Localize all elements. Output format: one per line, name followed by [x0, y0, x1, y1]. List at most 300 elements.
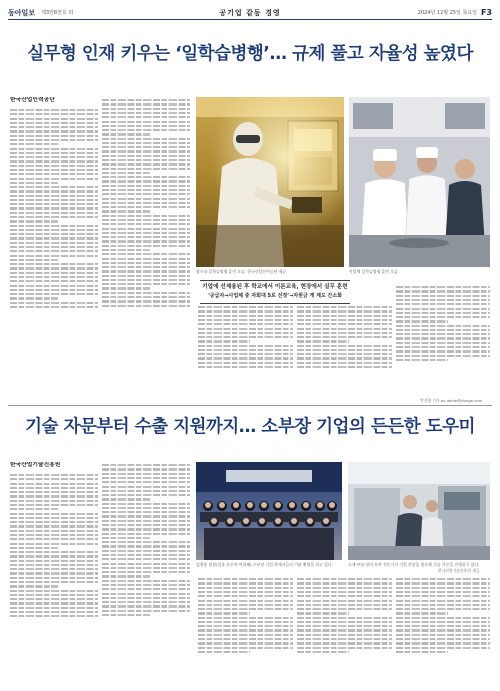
body-text-line	[102, 121, 190, 123]
story1-reporter: 박지영 기자 ex.dahm@donga.com	[420, 398, 483, 403]
body-text-line	[102, 597, 190, 599]
body-text-line	[102, 138, 190, 140]
body-text-line	[297, 638, 392, 640]
body-text-line	[102, 515, 190, 517]
body-text-line	[198, 357, 293, 359]
body-text-line	[297, 612, 349, 614]
body-text-line	[10, 285, 98, 287]
body-text-line	[10, 543, 98, 545]
body-text-line	[10, 199, 98, 201]
body-text-line	[396, 604, 490, 606]
body-text-line	[102, 287, 150, 289]
story2-credit: 한국산업기술진흥원 제공	[438, 568, 480, 573]
body-text-line	[102, 575, 150, 577]
body-text-line	[198, 604, 293, 606]
body-text-line	[102, 99, 190, 101]
body-text-line	[198, 340, 250, 342]
body-text-line	[102, 305, 190, 307]
body-text-line	[198, 608, 293, 610]
body-text-line	[102, 193, 190, 195]
body-text-line	[297, 587, 392, 589]
body-text-line	[297, 345, 392, 347]
story2-column-4-body	[297, 578, 392, 653]
body-text-line	[198, 595, 293, 597]
body-text-line	[10, 272, 98, 274]
body-text-line	[396, 333, 490, 335]
body-text-line	[102, 249, 150, 251]
body-text-line	[297, 315, 392, 317]
body-text-line	[10, 246, 98, 248]
body-text-line	[396, 342, 490, 344]
story2-column-2	[102, 462, 190, 684]
body-text-line	[10, 306, 98, 308]
cleanroom-training-photo	[196, 97, 344, 267]
body-text-line	[10, 203, 98, 205]
body-text-line	[102, 494, 190, 496]
body-text-line	[102, 580, 190, 582]
body-text-line	[396, 625, 490, 627]
body-text-line	[297, 629, 392, 631]
body-text-line	[396, 578, 490, 580]
story2-column-5-body	[396, 578, 490, 653]
body-text-line	[10, 143, 58, 145]
body-text-line	[297, 306, 392, 308]
body-text-line	[102, 185, 190, 187]
body-text-line	[102, 258, 190, 260]
story1-column-2-body	[102, 99, 190, 307]
body-text-line	[10, 615, 98, 617]
body-text-line	[10, 538, 98, 540]
body-text-line	[102, 108, 190, 110]
body-text-line	[102, 524, 190, 526]
body-text-line	[10, 212, 98, 214]
body-text-line	[396, 617, 490, 619]
body-text-line	[102, 296, 190, 298]
body-text-line	[102, 558, 190, 560]
story2-byline: 한국산업기술진흥원	[10, 462, 61, 468]
body-text-line	[102, 142, 190, 144]
body-text-line	[297, 578, 392, 580]
body-text-line	[102, 180, 190, 182]
body-text-line	[10, 474, 98, 476]
body-text-line	[297, 625, 392, 627]
body-text-line	[10, 594, 98, 596]
body-text-line	[396, 651, 448, 653]
body-text-line	[102, 103, 190, 105]
body-text-line	[198, 353, 293, 355]
body-text-line	[10, 156, 98, 158]
body-text-line	[10, 225, 98, 227]
body-text-line	[10, 182, 58, 184]
body-text-line	[297, 608, 392, 610]
body-text-line	[10, 280, 98, 282]
body-text-line	[102, 486, 190, 488]
body-text-line	[102, 245, 190, 247]
body-text-line	[102, 262, 190, 264]
body-text-line	[102, 511, 190, 513]
newspaper-logo: 동아일보	[8, 7, 36, 17]
body-text-line	[10, 152, 98, 154]
body-text-line	[10, 577, 98, 579]
body-text-line	[102, 292, 190, 294]
body-text-line	[297, 323, 392, 325]
story1-column-5-body	[396, 286, 490, 361]
body-text-line	[396, 355, 490, 357]
story2-column-1-body	[10, 474, 98, 617]
body-text-line	[10, 169, 98, 171]
body-text-line	[198, 323, 293, 325]
body-text-line	[10, 513, 98, 515]
body-text-line	[396, 608, 490, 610]
body-text-line	[102, 236, 190, 238]
body-text-line	[297, 617, 392, 619]
body-text-line	[10, 135, 98, 137]
body-text-line	[102, 520, 190, 522]
body-text-line	[102, 610, 190, 612]
story2-caption-left: 김정윤 원장(앞줄 오른쪽 여섯째) 소부장 기업 관계자들이 기념 촬영을 하고 있다.	[196, 562, 333, 567]
body-text-line	[102, 464, 190, 466]
body-text-line	[198, 638, 293, 640]
factory-inspection-photo	[348, 462, 490, 560]
body-text-line	[102, 253, 190, 255]
body-text-line	[102, 215, 190, 217]
body-text-line	[297, 362, 392, 364]
body-text-line	[102, 116, 190, 118]
body-text-line	[198, 315, 293, 317]
body-text-line	[396, 295, 490, 297]
body-text-line	[198, 625, 293, 627]
body-text-line	[198, 310, 293, 312]
body-text-line	[10, 130, 98, 132]
body-text-line	[10, 504, 98, 506]
body-text-line	[198, 306, 293, 308]
story1-caption-left: 광주과 일학습병행 훈련 모습. 한국산업인력공단 제공	[196, 269, 287, 274]
body-text-line	[297, 366, 392, 368]
body-text-line	[102, 563, 190, 565]
body-text-line	[10, 598, 98, 600]
body-text-line	[297, 647, 392, 649]
body-text-line	[198, 621, 293, 623]
body-text-line	[102, 528, 190, 530]
story1-subhead-line2: ‘공급자→사업체 중 자회대 5로 선정’→자원금 게 계도 간소화	[207, 293, 343, 299]
body-text-line	[10, 534, 98, 536]
body-text-line	[102, 219, 190, 221]
body-text-line	[102, 168, 190, 170]
body-text-line	[102, 266, 190, 268]
body-text-line	[198, 328, 293, 330]
body-text-line	[102, 533, 190, 535]
body-text-line	[10, 233, 98, 235]
body-text-line	[198, 600, 293, 602]
body-text-line	[297, 310, 392, 312]
body-text-line	[10, 113, 98, 115]
group-photo	[196, 462, 342, 560]
body-text-line	[10, 487, 98, 489]
body-text-line	[396, 621, 490, 623]
body-text-line	[396, 600, 490, 602]
body-text-line	[10, 173, 98, 175]
body-text-line	[102, 614, 150, 616]
body-text-line	[10, 581, 98, 583]
body-text-line	[396, 359, 448, 361]
body-text-line	[10, 216, 98, 218]
story1-byline: 한국산업인력공단	[10, 97, 55, 103]
body-text-line	[10, 255, 98, 257]
body-text-line	[10, 551, 98, 553]
body-text-line	[10, 263, 98, 265]
body-text-line	[396, 582, 490, 584]
body-text-line	[10, 560, 98, 562]
body-text-line	[198, 332, 293, 334]
body-text-line	[198, 642, 293, 644]
body-text-line	[297, 595, 392, 597]
body-text-line	[102, 468, 190, 470]
body-text-line	[102, 541, 190, 543]
body-text-line	[10, 195, 98, 197]
body-text-line	[10, 118, 98, 120]
body-text-line	[102, 202, 190, 204]
body-text-line	[198, 366, 293, 368]
body-text-line	[198, 647, 293, 649]
body-text-line	[297, 353, 392, 355]
body-text-line	[396, 647, 490, 649]
body-text-line	[297, 340, 349, 342]
body-text-line	[396, 638, 490, 640]
body-text-line	[102, 159, 190, 161]
issue-number: 제3만8천호 외	[41, 10, 74, 16]
body-text-line	[102, 283, 190, 285]
body-text-line	[10, 547, 58, 549]
body-text-line	[396, 346, 490, 348]
body-text-line	[102, 300, 190, 302]
body-text-line	[10, 611, 98, 613]
body-text-line	[102, 189, 190, 191]
story-divider	[8, 405, 492, 406]
body-text-line	[10, 250, 98, 252]
body-text-line	[102, 198, 190, 200]
body-text-line	[102, 593, 190, 595]
body-text-line	[396, 312, 490, 314]
body-text-line	[297, 349, 392, 351]
story2-caption-right: 소재·부품·장비 분야 전문가가 기업 현장을 방문해 기술 자문을 진행하고 있다.	[348, 562, 480, 567]
story2-column-4	[297, 576, 392, 686]
body-text-line	[396, 337, 490, 339]
body-text-line	[10, 276, 98, 278]
body-text-line	[10, 500, 98, 502]
body-text-line	[10, 478, 98, 480]
body-text-line	[102, 503, 190, 505]
story1-column-3-body	[198, 306, 293, 368]
body-text-line	[396, 299, 490, 301]
body-text-line	[102, 155, 190, 157]
body-text-line	[10, 297, 58, 299]
body-text-line	[102, 210, 150, 212]
body-text-line	[102, 270, 190, 272]
body-text-line	[198, 319, 293, 321]
body-text-line	[102, 554, 190, 556]
body-text-line	[396, 634, 490, 636]
body-text-line	[198, 345, 293, 347]
body-text-line	[10, 229, 98, 231]
story1-caption-right: 사업체 일학습병행 훈련 모습.	[349, 269, 400, 274]
body-text-line	[102, 605, 190, 607]
issue-date: 2024년 12월 25일 목요일	[417, 10, 477, 16]
body-text-line	[10, 220, 58, 222]
body-text-line	[10, 160, 98, 162]
body-text-line	[198, 629, 293, 631]
story2-column-3-body	[198, 578, 293, 653]
body-text-line	[10, 289, 98, 291]
body-text-line	[102, 477, 190, 479]
body-text-line	[102, 584, 190, 586]
body-text-line	[10, 483, 98, 485]
body-text-line	[10, 237, 98, 239]
body-text-line	[10, 267, 98, 269]
body-text-line	[198, 336, 293, 338]
story2-column-2-body	[102, 464, 190, 616]
story1-column-4	[297, 304, 392, 397]
body-text-line	[10, 521, 98, 523]
body-text-line	[396, 325, 490, 327]
story1-column-3	[198, 304, 293, 397]
body-text-line	[297, 332, 392, 334]
body-text-line	[396, 316, 490, 318]
story2-headline: 기술 자문부터 수출 지원까지… 소부장 기업의 든든한 도우미	[25, 417, 475, 437]
body-text-line	[198, 612, 250, 614]
body-text-line	[297, 357, 392, 359]
body-text-line	[102, 490, 190, 492]
body-text-line	[297, 642, 392, 644]
story2-column-3	[198, 576, 293, 686]
body-text-line	[297, 336, 392, 338]
story1-column-5	[396, 284, 490, 397]
body-text-line	[198, 587, 293, 589]
body-text-line	[10, 165, 98, 167]
body-text-line	[102, 275, 190, 277]
body-text-line	[198, 578, 293, 580]
body-text-line	[198, 617, 293, 619]
body-text-line	[102, 481, 190, 483]
body-text-line	[10, 126, 98, 128]
body-text-line	[102, 498, 150, 500]
body-text-line	[102, 206, 190, 208]
body-text-line	[297, 621, 392, 623]
body-text-line	[198, 349, 293, 351]
body-text-line	[10, 607, 98, 609]
body-text-line	[102, 279, 190, 281]
body-text-line	[396, 303, 490, 305]
body-text-line	[102, 601, 190, 603]
body-text-line	[396, 629, 490, 631]
body-text-line	[10, 555, 98, 557]
body-text-line	[297, 600, 392, 602]
body-text-line	[396, 286, 490, 288]
body-text-line	[10, 139, 98, 141]
body-text-line	[396, 642, 490, 644]
body-text-line	[396, 587, 490, 589]
story1-headline: 실무형 인재 키우는 ‘일학습병행’… 규제 풀고 자율성 높였다	[27, 44, 473, 64]
body-text-line	[10, 602, 98, 604]
body-text-line	[102, 507, 190, 509]
body-text-line	[396, 308, 490, 310]
body-text-line	[10, 186, 98, 188]
body-text-line	[198, 651, 250, 653]
body-text-line	[10, 259, 58, 261]
body-text-line	[198, 634, 293, 636]
body-text-line	[297, 591, 392, 593]
body-text-line	[10, 302, 98, 304]
story1-subhead	[200, 278, 350, 306]
body-text-line	[10, 148, 98, 150]
body-text-line	[102, 545, 190, 547]
body-text-line	[102, 588, 190, 590]
body-text-line	[102, 112, 190, 114]
page-number: F3	[480, 8, 492, 17]
body-text-line	[102, 232, 190, 234]
body-text-line	[10, 585, 58, 587]
body-text-line	[396, 595, 490, 597]
story2-column-1	[10, 462, 98, 684]
body-text-line	[102, 125, 190, 127]
body-text-line	[297, 319, 392, 321]
body-text-line	[10, 530, 98, 532]
body-text-line	[10, 568, 98, 570]
body-text-line	[10, 242, 98, 244]
masthead	[8, 6, 492, 20]
body-text-line	[102, 537, 150, 539]
story1-column-1	[10, 97, 98, 397]
body-text-line	[396, 320, 448, 322]
body-text-line	[10, 178, 98, 180]
body-text-line	[396, 591, 490, 593]
body-text-line	[396, 612, 448, 614]
body-text-line	[297, 634, 392, 636]
body-text-line	[102, 571, 190, 573]
body-text-line	[10, 517, 98, 519]
body-text-line	[10, 572, 98, 574]
story2-column-5	[396, 576, 490, 686]
body-text-line	[102, 176, 190, 178]
story1-column-4-body	[297, 306, 392, 368]
body-text-line	[198, 582, 293, 584]
body-text-line	[10, 122, 98, 124]
body-text-line	[10, 564, 98, 566]
body-text-line	[396, 350, 490, 352]
body-text-line	[102, 150, 190, 152]
body-text-line	[297, 604, 392, 606]
story1-subhead-line1: 기업에 선제융된 후 학교에서 이론교육, 현장에서 실무 훈련	[202, 284, 348, 290]
body-text-line	[102, 223, 190, 225]
body-text-line	[10, 207, 98, 209]
body-text-line	[198, 362, 293, 364]
body-text-line	[102, 473, 190, 475]
body-text-line	[396, 329, 490, 331]
body-text-line	[297, 582, 392, 584]
body-text-line	[102, 240, 190, 242]
body-text-line	[10, 293, 98, 295]
body-text-line	[102, 163, 190, 165]
story1-column-1-body	[10, 109, 98, 308]
body-text-line	[102, 228, 190, 230]
body-text-line	[10, 491, 98, 493]
body-text-line	[198, 591, 293, 593]
body-text-line	[10, 109, 98, 111]
body-text-line	[10, 190, 98, 192]
body-text-line	[10, 508, 58, 510]
story1-column-2	[102, 97, 190, 397]
body-text-line	[396, 290, 490, 292]
body-text-line	[10, 590, 98, 592]
